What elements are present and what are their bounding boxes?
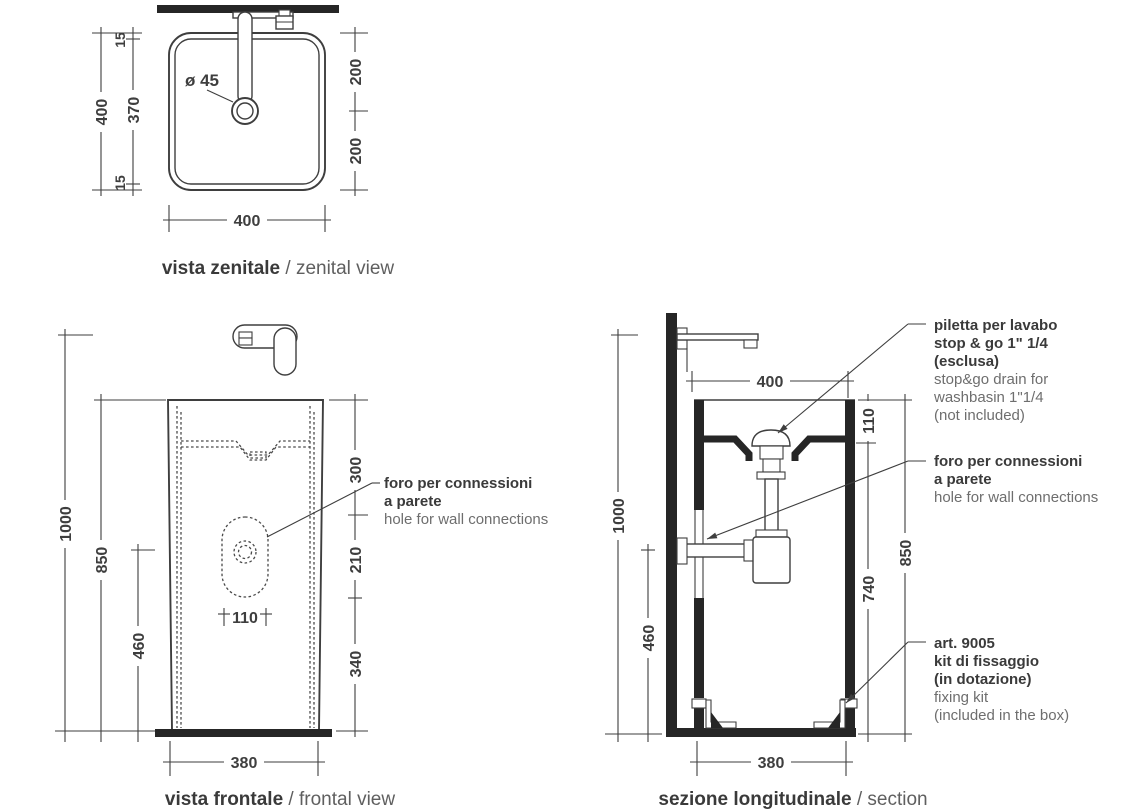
dim-pipe-height: 460: [641, 624, 658, 652]
dim-drain-from-front: 200: [348, 137, 365, 165]
pedestal-outline: [168, 400, 323, 730]
leader-line: [707, 461, 908, 539]
svg-text:kit di fissaggio: kit di fissaggio: [934, 653, 1040, 670]
dim-base-depth: 380: [757, 755, 785, 772]
zenital-left-dimensions: [92, 27, 143, 196]
wall: [666, 313, 677, 728]
section-depth-dimension: [686, 371, 854, 398]
dim-drain-from-back: 200: [348, 58, 365, 86]
faucet-section-view: [677, 328, 758, 372]
faucet-spout: [274, 328, 296, 375]
leader-line: [778, 324, 908, 433]
drain-assembly: [677, 430, 790, 583]
drain-cap: [752, 430, 790, 446]
frontal-bottom-dimension: [163, 741, 325, 776]
svg-text:(included in the box): (included in the box): [934, 707, 1070, 724]
caption-zenital: vista zenitale / zenital view: [161, 258, 395, 279]
dim-basin-height: 850: [94, 546, 111, 574]
dim-drain-diameter: ø 45: [184, 71, 220, 90]
faucet-handle: [239, 332, 252, 338]
faucet-spout: [677, 334, 758, 340]
basin-bottom-right: [795, 439, 845, 461]
svg-text:foro per connessioni: foro per connessioni: [384, 475, 533, 492]
leader-line: [846, 642, 908, 703]
frontal-view: [55, 325, 548, 810]
svg-text:foro per connessioni: foro per connessioni: [934, 453, 1083, 470]
dim-hole-width: 110: [232, 610, 258, 627]
dim-basin-bottom-to-floor: 740: [861, 575, 878, 603]
section-annotation-fixing: [846, 635, 1069, 724]
dim-base-width: 380: [230, 755, 258, 772]
zenital-view: [92, 5, 394, 279]
dim-depth-inner: 370: [126, 96, 143, 124]
dim-hole-zone: 210: [348, 546, 365, 574]
dim-faucet-height: 1000: [611, 498, 628, 534]
drain-hole-outer: [232, 98, 258, 124]
dim-rim-front: 15: [112, 175, 128, 191]
section-left-dimensions: [605, 329, 662, 742]
caption-section: sezione longitudinale / section: [658, 789, 928, 810]
dim-hole-to-floor: 340: [348, 650, 365, 678]
faucet-front-view: [233, 325, 297, 375]
caption-frontal: vista frontale / frontal view: [164, 789, 396, 810]
frontal-right-dimensions: [329, 394, 368, 737]
svg-text:fixing kit: fixing kit: [934, 689, 989, 706]
section-view: [605, 313, 1098, 810]
dim-faucet-height: 1000: [58, 506, 75, 542]
frontal-left-dimensions: [55, 329, 166, 742]
dim-depth: 400: [756, 374, 784, 391]
svg-text:stop & go 1" 1/4: stop & go 1" 1/4: [934, 335, 1048, 352]
svg-text:(in dotazione): (in dotazione): [934, 671, 1032, 688]
dim-rim-to-basin-bottom: 110: [861, 408, 878, 434]
section-annotation-drain: [778, 317, 1057, 433]
faucet-spout: [238, 12, 252, 103]
svg-text:washbasin 1"1/4: washbasin 1"1/4: [934, 389, 1044, 406]
dim-width: 400: [233, 213, 261, 230]
dim-depth-total: 400: [94, 98, 111, 126]
section-right-dimensions: [856, 394, 915, 742]
svg-text:a parete: a parete: [384, 493, 442, 510]
section-bottom-dimension: [690, 741, 853, 776]
svg-text:(esclusa): (esclusa): [934, 353, 1000, 370]
wall-drain-pipe: [678, 544, 748, 557]
zenital-right-dimensions: [340, 27, 368, 196]
dim-rim-back: 15: [112, 32, 128, 48]
svg-text:a parete: a parete: [934, 471, 992, 488]
svg-text:hole for wall connections: hole for wall connections: [934, 489, 1099, 506]
leader-arrowhead: [707, 533, 717, 539]
svg-text:hole for wall connections: hole for wall connections: [384, 511, 549, 528]
basin-bottom-left: [704, 439, 749, 461]
drain-pipe: [765, 479, 778, 532]
svg-text:art. 9005: art. 9005: [934, 635, 995, 652]
svg-text:piletta per lavabo: piletta per lavabo: [934, 317, 1058, 334]
base-bar: [155, 729, 332, 737]
zenital-bottom-dimension: [163, 205, 331, 232]
dim-hole-center-height: 460: [131, 632, 148, 660]
dim-top-to-hole: 300: [348, 456, 365, 484]
svg-text:(not included): (not included): [934, 407, 1025, 424]
dim-rim-height: 850: [898, 539, 915, 567]
siphon-trap: [753, 537, 790, 583]
svg-text:stop&go drain for: stop&go drain for: [934, 371, 1049, 388]
